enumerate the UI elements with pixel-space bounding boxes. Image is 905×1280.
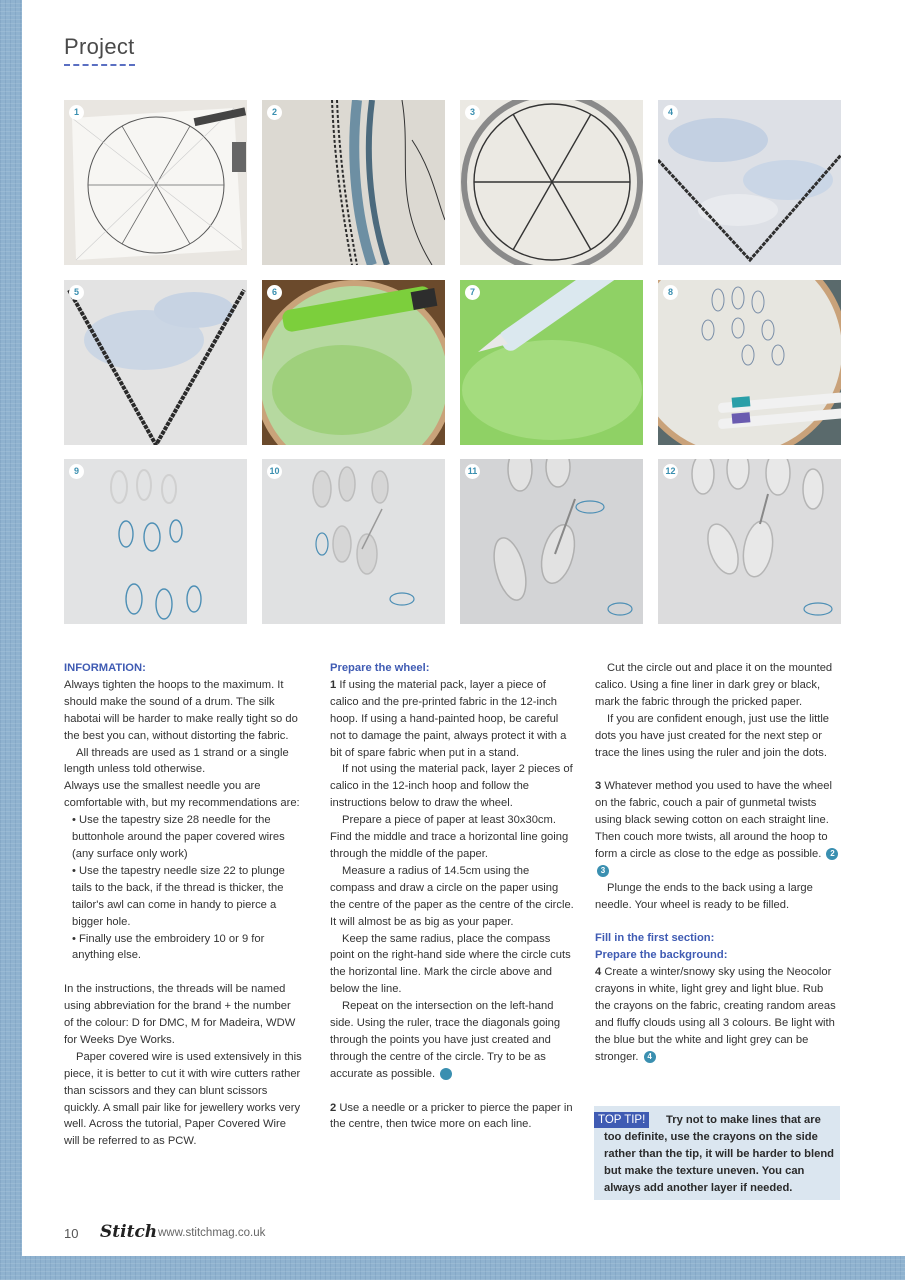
photo-number-badge: 5 [69, 285, 84, 300]
step-photo-7 [460, 280, 643, 445]
paragraph: Paper covered wire is used extensively in this piece, it is better to cut it with wire cutters rather than scissors and they can blunt scissors quickly. A small pair like for jewellery works very well. Across the tutorial, Paper Covered Wire will be referred to as PCW. [64, 1050, 302, 1148]
paragraph [330, 998, 576, 1083]
paragraph: All threads are used as 1 strand or a single length unless told otherwise. [64, 746, 289, 776]
paragraph: Keep the same radius, place the compass point on the right-hand side where the circle cuts the horizontal line. Mark the circle above and below the line. [330, 932, 571, 996]
photo-number-badge: 9 [69, 464, 84, 479]
step-number: 2 [330, 1101, 337, 1114]
paragraph: In the instructions, the threads will be named using abbreviation for the brand + the number of the colour: D for DMC, M for Madeira, WDW for Weeks Dye Works. [64, 983, 296, 1046]
page-number: 10 [64, 1226, 79, 1241]
website-link[interactable]: www.stitchmag.co.uk [158, 1227, 266, 1239]
paragraph: Prepare a piece of paper at least 30x30cm. Find the middle and trace a horizontal line going through the middle of the paper. [330, 814, 569, 860]
magazine-logo: Stitch [100, 1222, 158, 1242]
step-photo-1 [64, 100, 247, 265]
paragraph: Cut the circle out and place it on the mounted calico. Using a fine liner in dark grey or black, mark the fabric through the pricked paper. [595, 662, 833, 708]
photo-reference-badge: 2 [826, 848, 838, 860]
step-4 [595, 964, 841, 1065]
photo-number-badge: 6 [267, 285, 282, 300]
paragraph: Plunge the ends to the back using a large needle. Your wheel is ready to be filled. [595, 881, 813, 911]
step-text: Whatever method you used to have the wheel on the fabric, couch a pair of gunmetal twists using black sewing cotton on each straight line. Then couch more twists, all around the hoop to form a circle as close to the edge as possible. [595, 780, 832, 860]
paragraph: Always use the smallest needle you are comfortable with, but my recommendations are: [64, 780, 300, 810]
top-tip-label: TOP TIP! [594, 1112, 649, 1128]
step-photo-6 [262, 280, 445, 445]
column-continued [595, 660, 841, 1066]
section-subheading: Prepare the background: [595, 949, 728, 962]
column-prepare-wheel [330, 660, 576, 1133]
photo-number-badge: 7 [465, 285, 480, 300]
column-information [64, 660, 302, 1150]
paragraph: Measure a radius of 14.5cm using the compass and draw a circle on the paper using the centre of the paper as the centre of the circle. It will almost be as big as your paper. [330, 864, 574, 928]
photo-number-badge: 4 [663, 105, 678, 120]
step-3 [595, 778, 841, 879]
step-number: 1 [330, 678, 337, 691]
top-tip-text: Try not to make lines that are too definite, use the crayons on the side rather than the tip, it will be harder to blend but make the texture uneven. You can always add another layer if needed. [604, 1114, 834, 1194]
photo-number-badge: 12 [663, 464, 678, 479]
step-photo-12 [658, 459, 841, 624]
paragraph-text: Repeat on the intersection on the left-hand side. Using the ruler, trace the diagonals going through the points you have just created and through the centre of the circle. Try to be as accurate as possible. [330, 1000, 561, 1080]
photo-reference-badge: 3 [597, 865, 609, 877]
photo-number-badge: 8 [663, 285, 678, 300]
photo-reference-badge: 1 [440, 1068, 452, 1080]
step-text: Use a needle or a pricker to pierce the paper in the centre, then twice more on each line. [330, 1101, 573, 1131]
step-text: If using the material pack, layer a piece of calico and the pre-printed fabric in the 12-inch hoop. If using a hand-painted hoop, be careful not to damage the paint, always protect it with a bit of spare fabric when put in a stand. [330, 678, 567, 759]
bullet-item: • Use the tapestry needle size 22 to plunge tails to the back, if the thread is thicker, the tailor's awl can come in handy to pierce a bigger hole. [72, 864, 285, 928]
top-tip-box [594, 1106, 840, 1200]
step-photo-11 [460, 459, 643, 624]
section-heading: Prepare the wheel: [330, 662, 430, 674]
step-photo-10 [262, 459, 445, 624]
step-photo-8 [658, 280, 841, 445]
photo-number-badge: 3 [465, 105, 480, 120]
page-title: Project [64, 34, 135, 59]
bullet-item: • Finally use the embroidery 10 or 9 for anything else. [72, 932, 265, 962]
step-photo-2 [262, 100, 445, 265]
step-photo-5 [64, 280, 247, 445]
photo-reference-badge: 4 [644, 1051, 656, 1063]
paragraph: If you are confident enough, just use the little dots you have just created for the next step or trace the lines using the ruler and join the dots. [595, 712, 830, 759]
bullet-item: • Use the tapestry size 28 needle for the buttonhole around the paper covered wires (any surface only work) [72, 814, 285, 860]
section-heading: Fill in the first section: [595, 932, 715, 945]
photo-number-badge: 10 [267, 464, 282, 479]
step-photo-4 [658, 100, 841, 265]
paragraph: Always tighten the hoops to the maximum. It should make the sound of a drum. The silk habotai will be harder to make really tight so do the best you can, without distorting the fabric. [64, 678, 298, 742]
step-photo-9 [64, 459, 247, 624]
step-2 [330, 1100, 576, 1134]
step-number: 4 [595, 966, 602, 979]
step-text: Create a winter/snowy sky using the Neocolor crayons in white, light grey and light blue. Rub the crayons on the fabric, creating random areas and fluffy clouds using all 3 colours. Be light with the blue but the white and light grey can be stronger. [595, 966, 836, 1063]
step-number: 3 [595, 780, 602, 793]
paragraph: If not using the material pack, layer 2 pieces of calico in the 12-inch hoop and follow the instructions below to draw the wheel. [330, 763, 573, 810]
photo-number-badge: 11 [465, 464, 480, 479]
photo-number-badge: 1 [69, 105, 84, 120]
magazine-page [22, 0, 905, 1256]
step-photo-3 [460, 100, 643, 265]
photo-number-badge: 2 [267, 105, 282, 120]
step-1 [330, 677, 576, 762]
section-heading: INFORMATION: [64, 662, 146, 674]
title-underline [64, 64, 135, 66]
